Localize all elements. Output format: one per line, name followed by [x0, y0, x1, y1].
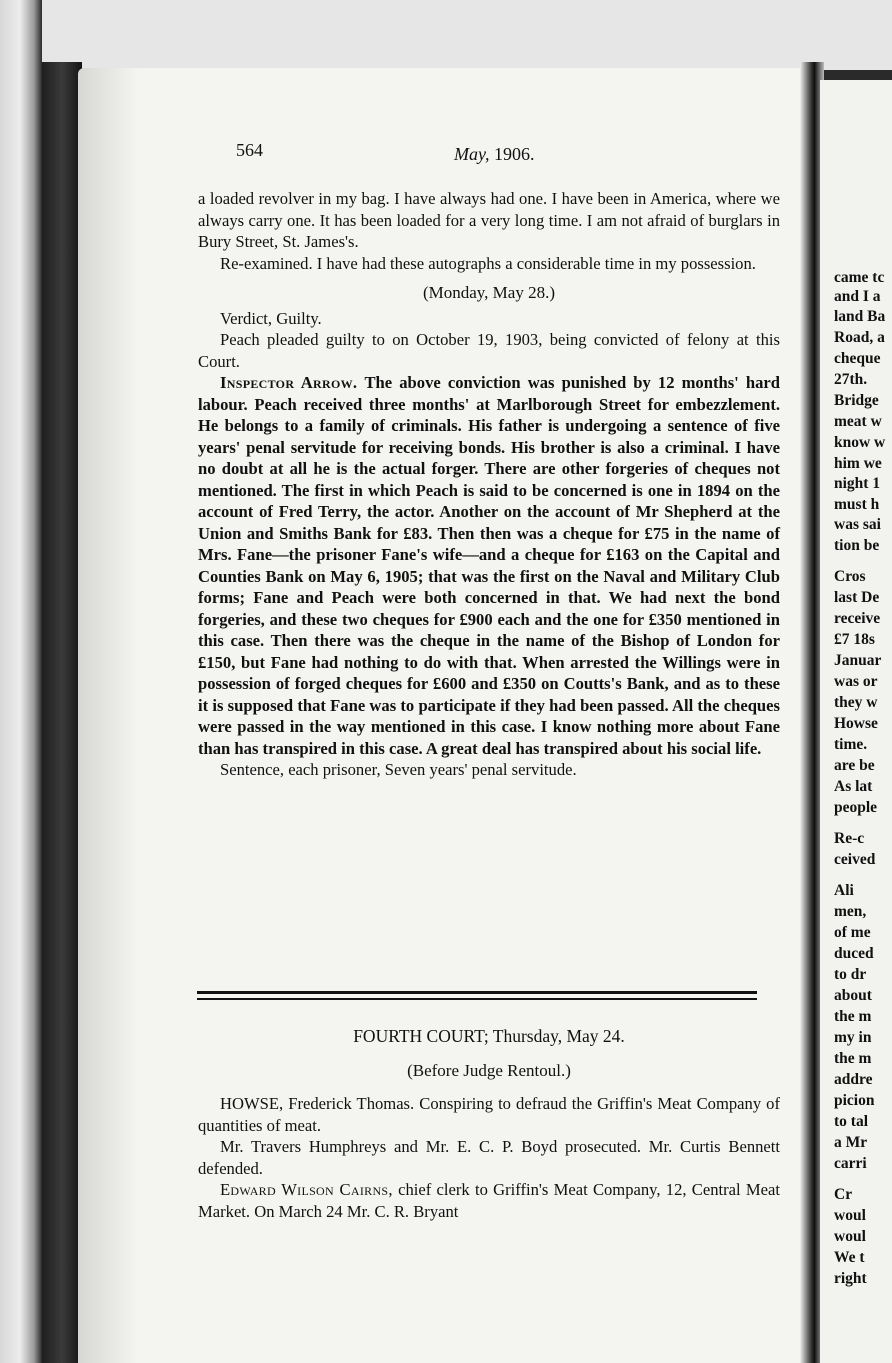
right-page-fragment: time.: [834, 736, 868, 753]
right-page-fragment: duced: [834, 945, 874, 962]
right-page-fragment: last De: [834, 589, 880, 606]
right-page-fragment: came tc: [834, 269, 885, 286]
defendant-name: HOWSE, Frederick Thomas.: [220, 1094, 415, 1113]
right-page-fragment: Road, a: [834, 329, 885, 346]
right-page-fragment: must h: [834, 496, 880, 513]
right-page-fragment: Cr: [834, 1186, 853, 1203]
page-header: [236, 140, 566, 170]
paragraph-continued: a loaded revolver in my bag. I have always had one. I have been in America, where we always carry one. It has been loaded for a very long time. I am not afraid of burglars in Bury Street, St. James's.: [198, 189, 780, 251]
paragraph-inspector: [198, 372, 780, 759]
right-page-fragment: was or: [834, 673, 878, 690]
right-page-fragment: to dr: [834, 966, 867, 983]
right-page: [820, 80, 892, 1363]
right-page-fragment: a Mr: [834, 1134, 868, 1151]
right-page-fragment: £7 18s: [834, 631, 875, 648]
right-page-fragment: cheque: [834, 350, 881, 367]
right-page-fragment: 27th.: [834, 371, 868, 388]
right-page-fragment: We t: [834, 1249, 865, 1266]
right-page-fragment: woul: [834, 1228, 866, 1245]
right-page-fragment: Cros: [834, 568, 866, 585]
sentence: Sentence, each prisoner, Seven years' penal servitude.: [220, 760, 577, 779]
right-page-fragment: night 1: [834, 475, 881, 492]
right-page-fragment: Howse: [834, 715, 878, 732]
charge: Conspiring to defraud the Griffin's Meat Company of quantities of meat.: [198, 1094, 780, 1135]
court-heading: FOURTH COURT; Thursday, May 24.: [353, 1026, 625, 1046]
inspector-testimony: The above conviction was punished by 12 months' hard labour. Peach received three months' at Marlborough Street for embezzlement. He belongs to a family of criminals. His father is undergoing a sentence of five years' penal servitude for receiving bonds. His brother is also a criminal. I have no doubt at all he is the actual forger. There are other forgeries of cheques not mentioned. The first in which Peach is said to be concerned is one in 1894 on the account of Fred Terry, the actor. Another on the account of Mr Shepherd at the Union and Smiths Bank for £83. Then then was a cheque for £75 in the name of Mrs. Fane—the prisoner Fane's wife—and a cheque for £163 on the Capital and Counties Bank on May 6, 1905; that was the first on the Naval and Military Club forms; Fane and Peach were both concerned in that. We had next the bond forgeries, and these two cheques for £900 each and the one for £350 mentioned in this case. Then there was the cheque in the name of the Bishop of London for £150, but Fane had nothing to do with that. When arrested the Willings were in possession of forged cheques for £600 and £350 on Coutts's Bank, and as to these it is supposed that Fane was to participate if they had been passed. All the cheques were passed in the way mentioned in this case. I know nothing more about Fane than has transpired in this case. A great deal has transpired about his social life.: [198, 373, 780, 758]
witness-text: chief clerk to Griffin's Meat Company, 12, Central Meat Market. On March 24 Mr. C. R. Bryant: [198, 1180, 780, 1221]
right-page-fragment: As lat: [834, 778, 873, 795]
right-page-fragment: tion be: [834, 537, 880, 554]
paragraph-defendant: [198, 1093, 780, 1136]
right-page-fragment: right: [834, 1270, 867, 1287]
right-page-fragment: of me: [834, 924, 871, 941]
right-page-fragment: Bridge: [834, 392, 879, 409]
right-page-fragment: are be: [834, 757, 875, 774]
right-page-fragment: know w: [834, 434, 886, 451]
right-page-fragment: picion: [834, 1092, 875, 1109]
right-page-fragment: about: [834, 987, 872, 1004]
right-page-fragment: Ali: [834, 882, 854, 899]
right-page-fragment: the m: [834, 1008, 872, 1025]
paragraph-peach-plea: Peach pleaded guilty to on October 19, 1903, being convicted of felony at this Court.: [198, 330, 780, 371]
inspector-name: Inspector Arrow.: [220, 373, 358, 392]
right-page-fragment: was sai: [834, 516, 881, 533]
right-page-fragment: people: [834, 799, 878, 816]
right-page-fragment: and I a: [834, 288, 881, 305]
right-page-fragment: addre: [834, 1071, 873, 1088]
right-page-fragment: they w: [834, 694, 878, 711]
right-page-fragment: meat w: [834, 413, 882, 430]
paragraph-counsel: Mr. Travers Humphreys and Mr. E. C. P. Boyd prosecuted. Mr. Curtis Bennett defended.: [198, 1137, 780, 1178]
right-page-fragment: to tal: [834, 1113, 869, 1130]
book-spine: [42, 62, 82, 1363]
right-page-fragment: woul: [834, 1207, 866, 1224]
running-head-month: May,: [454, 144, 490, 164]
verdict: Verdict, Guilty.: [220, 308, 322, 328]
date-heading: (Monday, May 28.): [422, 283, 556, 302]
body-text-lower: [198, 1026, 780, 1222]
witness-name: Edward Wilson Cairns,: [220, 1180, 393, 1199]
right-page-fragment: ceived: [834, 851, 876, 868]
running-head: [454, 144, 535, 165]
section-rule-thin: [197, 998, 757, 1000]
paragraph-reexamined: Re-examined. I have had these autographs a considerable time in my possession.: [220, 253, 756, 273]
page-number: 564: [236, 140, 263, 160]
body-text-upper: [198, 188, 780, 781]
right-page-fragment: him we: [834, 455, 882, 472]
right-page-fragment: Re-c: [834, 830, 865, 847]
right-page-fragment: the m: [834, 1050, 872, 1067]
judge-heading: (Before Judge Rentoul.): [407, 1060, 571, 1080]
right-page-fragment: land Ba: [834, 308, 886, 325]
paragraph-witness: [198, 1179, 780, 1222]
running-head-year: 1906.: [494, 144, 535, 164]
scan-background-left: [0, 0, 42, 1363]
right-page-fragment: receive: [834, 610, 881, 627]
right-page-fragment: men,: [834, 903, 867, 920]
right-page-fragment: my in: [834, 1029, 872, 1046]
right-page-fragment: Januar: [834, 652, 882, 669]
right-page-fragment: carri: [834, 1155, 867, 1172]
section-rule-thick: [197, 991, 757, 994]
scan-background-top: [0, 0, 892, 70]
